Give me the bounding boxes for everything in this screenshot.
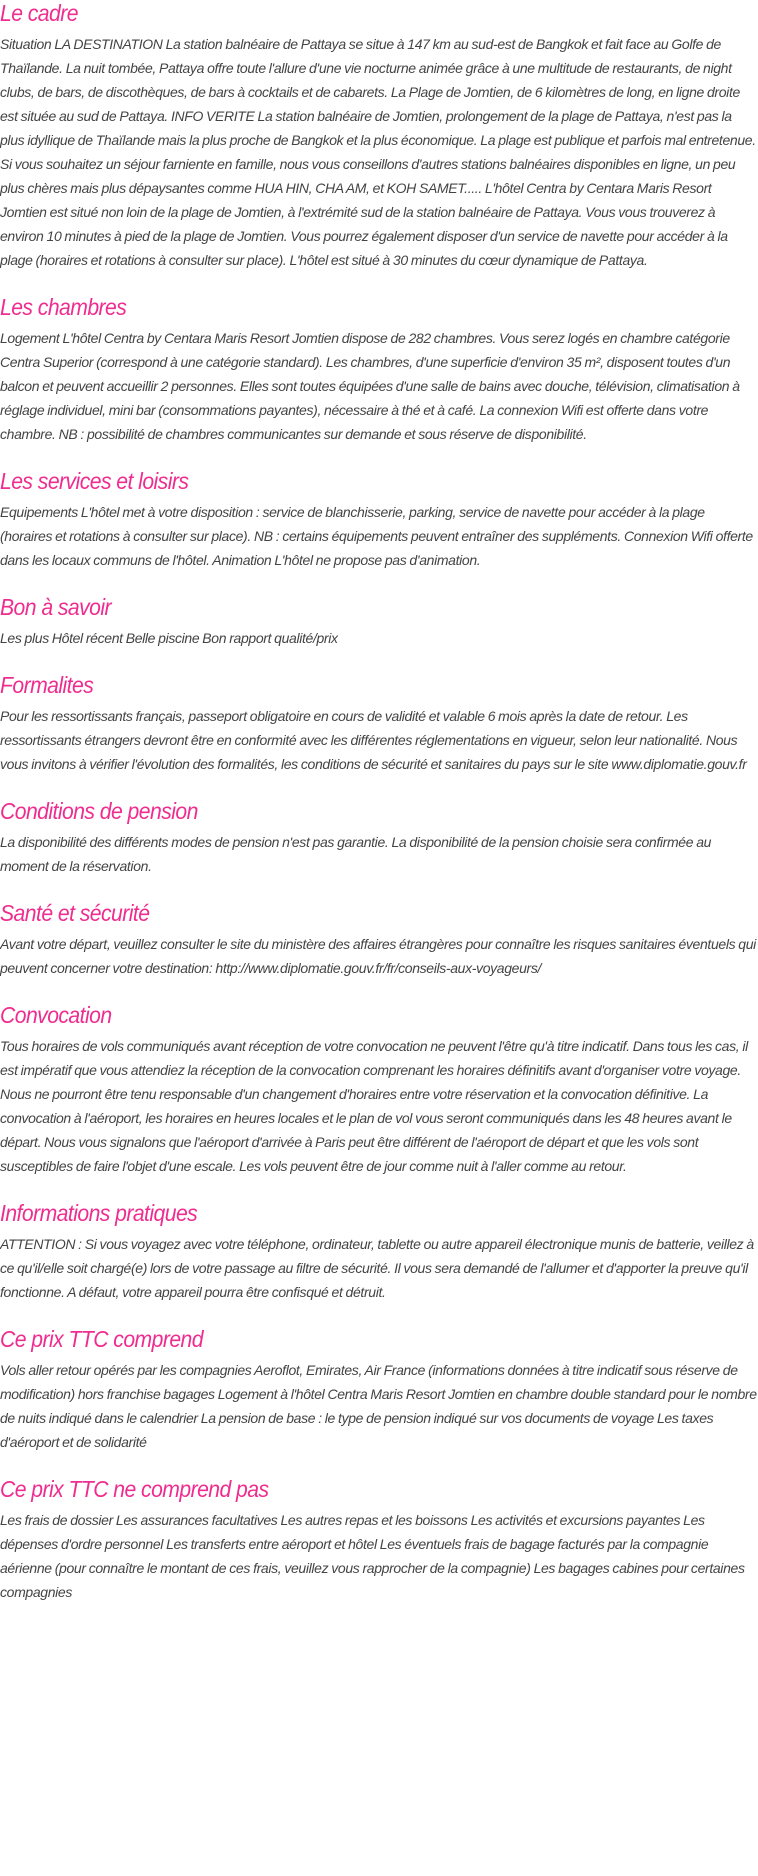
- section-le-cadre: [0, 0, 758, 272]
- section-prix-comprend: [0, 1324, 758, 1454]
- section-title: Ce prix TTC comprend: [0, 1326, 203, 1352]
- section-title: Bon à savoir: [0, 594, 112, 620]
- section-title: Informations pratiques: [0, 1200, 198, 1226]
- section-conditions-pension: [0, 796, 758, 878]
- section-prix-ne-comprend-pas: [0, 1474, 758, 1604]
- section-title: Les services et loisirs: [0, 468, 189, 494]
- section-body: ATTENTION : Si vous voyagez avec votre téléphone, ordinateur, tablette ou autre appareil électronique munis de batterie, veillez à ce qu'il/elle soit chargé(e) lors de votre passage au filtre de sécurité. Il vous sera demandé de l'allumer et d'apporter la preuve qu'il fonctionne. A défaut, votre appareil pourra être confisqué et détruit.: [0, 1236, 754, 1300]
- section-body: La disponibilité des différents modes de pension n'est pas garantie. La disponibilité de la pension choisie sera confirmée au moment de la réservation.: [0, 834, 712, 874]
- section-title: Ce prix TTC ne comprend pas: [0, 1476, 269, 1502]
- section-body: Vols aller retour opérés par les compagnies Aeroflot, Emirates, Air France (informations données à titre indicatif sous réserve de modification) hors franchise bagages Logement à l'hôtel Centra Maris Resort Jomtien en chambre double standard pour le nombre de nuits indiqué dans le calendrier La pension de base : le type de pension indiqué sur vos documents de voyage Les taxes d'aéroport et de solidarité: [0, 1362, 757, 1450]
- section-body: Les frais de dossier Les assurances facultatives Les autres repas et les boissons Les activités et excursions payantes Les dépenses d'ordre personnel Les transferts entre aéroport et hôtel Les éventuels frais de bagage facturés par la compagnie aérienne (pour connaître le montant de ces frais, veuillez vous rapprocher de la compagnie) Les bagages cabines pour certaines compagnies: [0, 1512, 745, 1600]
- section-body: Pour les ressortissants français, passeport obligatoire en cours de validité et valable 6 mois après la date de retour. Les ressortissants étrangers devront être en conformité avec les différentes réglementations en vigueur, selon leur nationalité. Nous vous invitons à vérifier l'évolution des formalités, les conditions de sécurité et sanitaires du pays sur le site www.diplomatie.gouv.fr: [0, 708, 747, 772]
- section-title: Convocation: [0, 1002, 112, 1028]
- section-title: Santé et sécurité: [0, 900, 150, 926]
- section-formalites: [0, 670, 758, 776]
- section-body: Logement L'hôtel Centra by Centara Maris Resort Jomtien dispose de 282 chambres. Vous serez logés en chambre catégorie Centra Superior (correspond à une catégorie standard). Les chambres, d'une superficie d'environ 35 m², disposent toutes d'un balcon et peuvent accueillir 2 personnes. Elles sont toutes équipées d'une salle de bains avec douche, télévision, climatisation à réglage individuel, mini bar (consommations payantes), nécessaire à thé et à café. La connexion Wifi est offerte dans votre chambre. NB : possibilité de chambres communicantes sur demande et sous réserve de disponibilité.: [0, 330, 740, 442]
- section-body: Situation LA DESTINATION La station balnéaire de Pattaya se situe à 147 km au sud-est de Bangkok et fait face au Golfe de Thaïlande. La nuit tombée, Pattaya offre toute l'allure d'une vie nocturne animée grâce à une multitude de restaurants, de night clubs, de bars, de discothèques, de bars à cocktails et de cabarets. La Plage de Jomtien, de 6 kilomètres de long, en ligne droite est située au sud de Pattaya. INFO VERITE La station balnéaire de Jomtien, prolongement de la plage de Pattaya, n'est pas la plus idyllique de Thaïlande mais la plus proche de Bangkok et la plus économique. La plage est publique et parfois mal entretenue. Si vous souhaitez un séjour farniente en famille, nous vous conseillons d'autres stations balnéaires disponibles en ligne, un peu plus chères mais plus dépaysantes comme HUA HIN, CHA AM, et KOH SAMET..... L'hôtel Centra by Centara Maris Resort Jomtien est situé non loin de la plage de Jomtien, à l'extrémité sud de la station balnéaire de Pattaya. Vous vous trouverez à environ 10 minutes à pied de la plage de Jomtien. Vous pourrez également disposer d'un service de navette pour accéder à la plage (horaires et rotations à consulter sur place). L'hôtel est situé à 30 minutes du cœur dynamique de Pattaya.: [0, 36, 756, 268]
- section-les-chambres: [0, 292, 758, 446]
- section-informations-pratiques: [0, 1198, 758, 1304]
- section-body: Les plus Hôtel récent Belle piscine Bon rapport qualité/prix: [0, 630, 338, 646]
- section-title: Le cadre: [0, 0, 78, 26]
- section-body: Equipements L'hôtel met à votre disposition : service de blanchisserie, parking, service de navette pour accéder à la plage (horaires et rotations à consulter sur place). NB : certains équipements peuvent entraîner des suppléments. Connexion Wifi offerte dans les locaux communs de l'hôtel. Animation L'hôtel ne propose pas d'animation.: [0, 504, 753, 568]
- section-title: Conditions de pension: [0, 798, 198, 824]
- section-title: Formalites: [0, 672, 94, 698]
- section-convocation: [0, 1000, 758, 1178]
- section-bon-a-savoir: [0, 592, 758, 650]
- section-body: Avant votre départ, veuillez consulter le site du ministère des affaires étrangères pour connaître les risques sanitaires éventuels qui peuvent concerner votre destination: http://www.diplomatie.gouv.fr/fr/conseils-aux-voyageurs/: [0, 936, 756, 976]
- section-sante-securite: [0, 898, 758, 980]
- section-title: Les chambres: [0, 294, 127, 320]
- section-body: Tous horaires de vols communiqués avant réception de votre convocation ne peuvent l'être qu'à titre indicatif. Dans tous les cas, il est impératif que vous attendiez la réception de la convocation comprenant les horaires définitifs avant d'organiser votre voyage. Nous ne pourront être tenu responsable d'un changement d'horaires entre votre réservation et la convocation définitive. La convocation à l'aéroport, les horaires en heures locales et le plan de vol vous seront communiqués dans les 48 heures avant le départ. Nous vous signalons que l'aéroport d'arrivée à Paris peut être différent de l'aéroport de départ et que les vols sont susceptibles de faire l'objet d'une escale. Les vols peuvent être de jour comme nuit à l'aller comme au retour.: [0, 1038, 748, 1174]
- section-services-loisirs: [0, 466, 758, 572]
